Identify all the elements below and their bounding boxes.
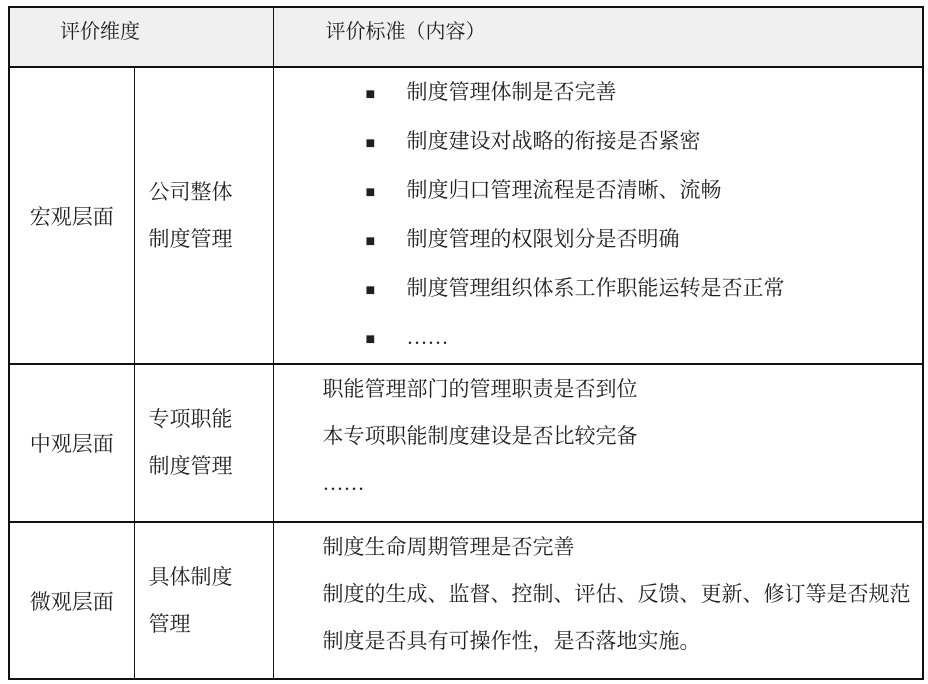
criteria-bullet-item: [366, 167, 923, 216]
criteria-text: 本专项职能制度建设是否比较完备: [322, 424, 638, 448]
criteria-text: ……: [406, 325, 449, 349]
table-row-macro: [9, 67, 923, 364]
criteria-text: 职能管理部门的管理职责是否到位: [322, 377, 638, 401]
category-line: 制度管理: [148, 454, 233, 478]
criteria-text: 制度归口管理流程是否清晰、流畅: [406, 178, 722, 202]
criteria-text: 制度建设对战略的衔接是否紧密: [406, 129, 701, 153]
criteria-text: 制度管理组织体系工作职能运转是否正常: [406, 276, 785, 300]
bullet-square-icon: ■: [365, 135, 376, 152]
criteria-bullet-item: [366, 69, 923, 118]
level-cell-micro: 微观层面: [9, 522, 134, 679]
category-cell-micro: [134, 522, 273, 679]
bullet-square-icon: ■: [365, 282, 376, 299]
bullet-square-icon: ■: [365, 331, 376, 348]
category-line: 公司整体: [148, 179, 233, 204]
table-header-row: [9, 7, 923, 67]
table-row-meso: [9, 364, 923, 522]
criteria-text: 制度是否具有可操作性，是否落地实施。: [322, 629, 701, 653]
table-row-micro: [9, 522, 923, 679]
criteria-text: 制度生命周期管理是否完善: [322, 535, 575, 559]
level-cell-macro: 宏观层面: [9, 67, 134, 364]
criteria-bullet-item: [366, 216, 923, 265]
level-cell-meso: 中观层面: [9, 364, 134, 522]
evaluation-criteria-table: [8, 6, 924, 680]
category-line: 专项职能: [148, 407, 233, 431]
category-line: 制度管理: [148, 226, 233, 251]
criteria-text: 制度管理体制是否完善: [406, 80, 617, 104]
criteria-text: ……: [322, 471, 365, 495]
criteria-text: 制度的生成、监督、控制、评估、反馈、更新、修订等是否规范: [322, 582, 911, 606]
bullet-square-icon: ■: [365, 86, 376, 103]
category-cell-macro: [134, 67, 273, 364]
criteria-cell-macro: [273, 67, 923, 364]
category-line: 管理: [148, 611, 191, 636]
header-dimension: 评价维度: [9, 7, 273, 67]
criteria-bullet-item: [366, 118, 923, 167]
criteria-bullet-item: [366, 265, 923, 314]
category-cell-meso: [134, 364, 273, 522]
criteria-text: 制度管理的权限划分是否明确: [406, 227, 680, 251]
criteria-cell-micro: [273, 522, 923, 679]
category-line: 具体制度: [148, 564, 233, 589]
header-criteria: 评价标准（内容）: [273, 7, 923, 67]
criteria-bullet-item: [366, 314, 923, 363]
bullet-square-icon: ■: [365, 184, 376, 201]
bullet-square-icon: ■: [365, 233, 376, 250]
criteria-cell-meso: [273, 364, 923, 522]
